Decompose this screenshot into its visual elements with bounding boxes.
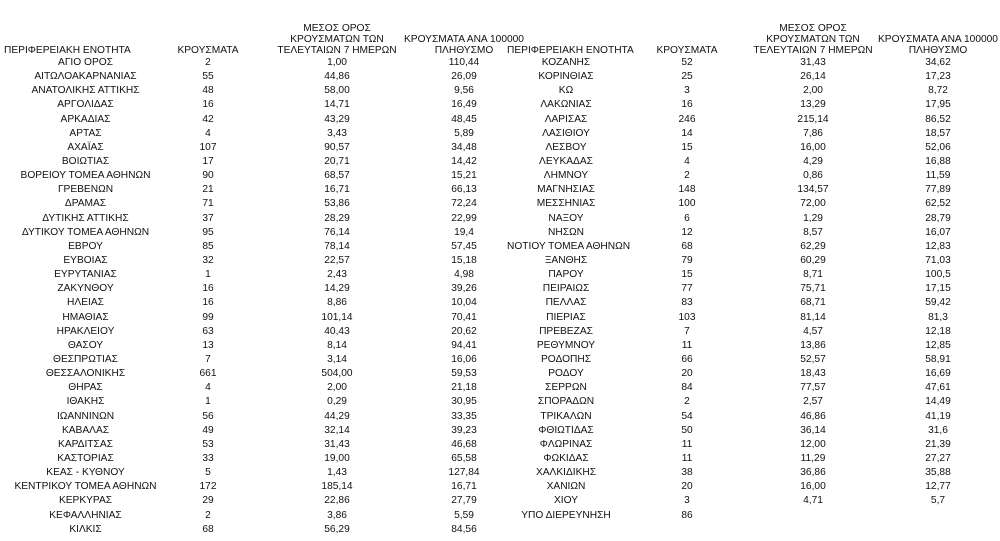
avg-7days-cell: 28,29 [324, 212, 350, 224]
avg-7days-cell: 90,57 [324, 141, 350, 153]
region-cell: ΘΑΣΟΥ [67, 339, 104, 351]
region-cell: ΙΘΑΚΗΣ [66, 396, 105, 408]
cases-cell: 79 [681, 254, 693, 266]
per-100k-cell: 14,49 [925, 396, 951, 408]
region-cell: ΛΕΣΒΟΥ [545, 141, 587, 153]
cases-cell: 3 [684, 85, 690, 97]
cases-cell: 54 [681, 410, 693, 422]
per-100k-cell: 127,84 [448, 467, 480, 479]
region-cell: ΚΟΡΙΝΘΙΑΣ [538, 71, 594, 83]
per-100k-cell: 10,04 [451, 297, 477, 309]
per-100k-cell: 18,57 [925, 127, 951, 139]
avg-7days-cell: 76,14 [324, 226, 350, 238]
avg-7days-cell: 2,00 [803, 85, 823, 97]
per-100k-cell: 34,48 [451, 141, 477, 153]
region-cell: ΣΕΡΡΩΝ [545, 382, 587, 394]
cases-cell: 2 [205, 57, 211, 68]
avg-7days-cell: 215,14 [797, 113, 829, 125]
per-100k-cell: 16,06 [451, 353, 477, 365]
region-cell: ΦΩΚΙΔΑΣ [543, 452, 589, 464]
avg-7days-cell: 26,14 [800, 71, 826, 83]
region-cell: ΛΕΥΚΑΔΑΣ [539, 155, 593, 167]
region-cell: ΧΙΟΥ [553, 495, 579, 507]
avg-7days-cell: 2,57 [803, 396, 823, 408]
cases-cell: 42 [202, 113, 214, 125]
region-cell: ΦΘΙΩΤΙΔΑΣ [538, 424, 594, 436]
avg-7days-cell: 12,00 [800, 438, 826, 450]
avg-7days-cell: 134,57 [797, 184, 829, 196]
per-100k-cell: 59,42 [925, 297, 951, 309]
region-cell: ΕΒΡΟΥ [68, 240, 103, 252]
cases-cell: 7 [684, 325, 690, 337]
cases-cell: 4 [205, 127, 211, 139]
cases-cell: 4 [684, 155, 690, 167]
region-cell: ΛΑΡΙΣΑΣ [544, 113, 588, 125]
region-cell: ΣΠΟΡΑΔΩΝ [537, 396, 595, 408]
region-cell: ΛΗΜΝΟΥ [543, 170, 589, 182]
per-100k-cell: 84,56 [451, 523, 477, 535]
avg-7days-cell: 56,29 [324, 523, 350, 535]
per-100k-cell: 34,62 [925, 57, 951, 68]
avg-7days-cell: 77,57 [800, 382, 826, 394]
region-cell: ΗΜΑΘΙΑΣ [62, 311, 109, 323]
cases-cell: 246 [678, 113, 696, 125]
cases-cell: 1 [205, 269, 211, 281]
per-100k-cell: 5,7 [930, 495, 946, 507]
avg-7days-cell: 16,71 [324, 184, 350, 196]
region-cell: ΗΛΕΙΑΣ [67, 297, 104, 309]
per-100k-cell: 65,58 [451, 452, 477, 464]
avg-7days-cell: 43,29 [324, 113, 350, 125]
avg-7days-cell: 13,29 [800, 99, 826, 111]
region-cell: ΚΩ [558, 85, 574, 97]
header-cases: ΚΡΟΥΣΜΑΤΑ [177, 45, 239, 56]
region-cell: ΠΕΙΡΑΙΩΣ [542, 283, 590, 295]
per-100k-cell: 27,27 [925, 452, 951, 464]
region-cell: ΕΥΡΥΤΑΝΙΑΣ [54, 269, 117, 281]
region-cell: ΚΑΣΤΟΡΙΑΣ [57, 452, 114, 464]
per-100k-cell: 21,18 [451, 382, 477, 394]
cases-cell: 17 [202, 155, 214, 167]
avg-7days-cell: 72,00 [800, 198, 826, 210]
per-100k-cell: 16,49 [451, 99, 477, 111]
region-cell: ΙΩΑΝΝΙΝΩΝ [56, 410, 115, 422]
cases-cell: 100 [678, 198, 696, 210]
per-100k-cell: 17,15 [925, 283, 951, 295]
region-cell: ΡΟΔΟΠΗΣ [540, 353, 592, 365]
avg-7days-cell: 81,14 [800, 311, 826, 323]
per-100k-cell: 31,6 [928, 424, 948, 436]
region-cell: ΑΙΤΩΛΟΑΚΑΡΝΑΝΙΑΣ [34, 71, 137, 83]
avg-7days-cell: 53,86 [324, 198, 350, 210]
cases-cell: 11 [681, 339, 693, 351]
cases-cell: 6 [684, 212, 690, 224]
avg-7days-cell: 44,29 [324, 410, 350, 422]
cases-cell: 20 [681, 481, 693, 493]
per-100k-cell: 21,39 [925, 438, 951, 450]
cases-cell: 11 [681, 438, 693, 450]
cases-cell: 21 [202, 184, 214, 196]
cases-cell: 86 [681, 509, 693, 521]
per-100k-cell: 15,21 [451, 170, 477, 182]
avg-7days-cell: 101,14 [321, 311, 353, 323]
cases-cell: 68 [681, 240, 693, 252]
avg-7days-cell: 7,86 [803, 127, 823, 139]
region-cell: ΓΡΕΒΕΝΩΝ [57, 184, 114, 196]
per-100k-cell: 71,03 [925, 254, 951, 266]
avg-7days-cell: 3,86 [327, 509, 347, 521]
avg-7days-cell: 1,00 [327, 57, 347, 68]
avg-7days-cell: 3,43 [327, 127, 347, 139]
cases-cell: 68 [202, 523, 214, 535]
per-100k-cell: 46,68 [451, 438, 477, 450]
per-100k-cell: 9,56 [454, 85, 474, 97]
per-100k-cell: 47,61 [925, 382, 951, 394]
cases-cell: 14 [681, 127, 693, 139]
avg-7days-cell: 1,43 [327, 467, 347, 479]
avg-7days-cell: 2,00 [327, 382, 347, 394]
region-cell: ΛΑΣΙΘΙΟΥ [542, 127, 590, 139]
avg-7days-cell: 44,86 [324, 71, 350, 83]
region-cell: ΖΑΚΥΝΘΟΥ [57, 283, 114, 295]
avg-7days-cell: 8,14 [327, 339, 347, 351]
header-avg-7days: ΜΕΣΟΣ ΟΡΟΣ ΚΡΟΥΣΜΑΤΩΝ ΤΩΝ ΤΕΛΕΥΤΑΙΩΝ 7 ΗΜΕΡΩΝ [277, 23, 397, 56]
region-cell: ΝΟΤΙΟΥ ΤΟΜΕΑ ΑΘΗΝΩΝ [507, 240, 631, 252]
region-cell: ΞΑΝΘΗΣ [544, 254, 588, 266]
region-cell: ΜΑΓΝΗΣΙΑΣ [537, 184, 595, 196]
per-100k-cell: 72,24 [451, 198, 477, 210]
cases-cell: 50 [681, 424, 693, 436]
per-100k-cell: 16,69 [925, 368, 951, 380]
avg-7days-cell: 58,00 [324, 85, 350, 97]
per-100k-cell: 12,83 [925, 240, 951, 252]
region-cell: ΚΑΡΔΙΤΣΑΣ [58, 438, 113, 450]
per-100k-cell: 62,52 [925, 198, 951, 210]
avg-7days-cell: 0,29 [327, 396, 347, 408]
region-cell: ΚΕΡΚΥΡΑΣ [58, 495, 113, 507]
per-100k-cell: 14,42 [451, 155, 477, 167]
cases-cell: 2 [205, 509, 211, 521]
avg-7days-cell: 2,43 [327, 269, 347, 281]
region-cell: ΘΕΣΠΡΩΤΙΑΣ [53, 353, 118, 365]
per-100k-cell: 8,72 [928, 85, 948, 97]
region-cell: ΑΡΚΑΔΙΑΣ [60, 113, 111, 125]
avg-7days-cell: 62,29 [800, 240, 826, 252]
region-cell: ΑΧΑΪΑΣ [67, 141, 104, 153]
avg-7days-cell: 8,86 [327, 297, 347, 309]
cases-cell: 2 [684, 170, 690, 182]
cases-cell: 15 [681, 269, 693, 281]
region-cell: ΠΑΡΟΥ [548, 269, 584, 281]
header-region: ΠΕΡΙΦΕΡΕΙΑΚΗ ΕΝΟΤΗΤΑ [507, 45, 634, 56]
avg-7days-cell: 4,29 [803, 155, 823, 167]
per-100k-cell: 33,35 [451, 410, 477, 422]
per-100k-cell: 20,62 [451, 325, 477, 337]
avg-7days-cell: 185,14 [321, 481, 353, 493]
cases-cell: 77 [681, 283, 693, 295]
cases-cell: 16 [681, 99, 693, 111]
cases-cell: 661 [199, 368, 217, 380]
cases-cell: 5 [205, 467, 211, 479]
per-100k-cell: 86,52 [925, 113, 951, 125]
per-100k-cell: 5,89 [454, 127, 474, 139]
per-100k-cell: 16,71 [451, 481, 477, 493]
region-cell: ΚΕΝΤΡΙΚΟΥ ΤΟΜΕΑ ΑΘΗΝΩΝ [14, 481, 157, 493]
avg-7days-cell: 32,14 [324, 424, 350, 436]
region-cell: ΜΕΣΣΗΝΙΑΣ [536, 198, 596, 210]
cases-cell: 48 [202, 85, 214, 97]
cases-cell: 52 [681, 57, 693, 68]
avg-7days-cell: 78,14 [324, 240, 350, 252]
header-cases: ΚΡΟΥΣΜΑΤΑ [656, 45, 718, 56]
cases-cell: 99 [202, 311, 214, 323]
cases-cell: 83 [681, 297, 693, 309]
cases-cell: 90 [202, 170, 214, 182]
avg-7days-cell: 13,86 [800, 339, 826, 351]
per-100k-cell: 12,85 [925, 339, 951, 351]
cases-cell: 1 [205, 396, 211, 408]
cases-cell: 32 [202, 254, 214, 266]
region-cell: ΥΠΟ ΔΙΕΡΕΥΝΗΣΗ [521, 509, 611, 521]
avg-7days-cell: 18,43 [800, 368, 826, 380]
cases-cell: 37 [202, 212, 214, 224]
header-per-100k: ΚΡΟΥΣΜΑΤΑ ΑΝΑ 100000 ΠΛΗΘΥΣΜΟ [878, 34, 998, 56]
avg-7days-cell: 0,86 [803, 170, 823, 182]
cases-cell: 49 [202, 424, 214, 436]
cases-cell: 38 [681, 467, 693, 479]
region-cell: ΕΥΒΟΙΑΣ [63, 254, 108, 266]
per-100k-cell: 70,41 [451, 311, 477, 323]
avg-7days-cell: 504,00 [321, 368, 353, 380]
per-100k-cell: 17,23 [925, 71, 951, 83]
per-100k-cell: 77,89 [925, 184, 951, 196]
header-per-100k: ΚΡΟΥΣΜΑΤΑ ΑΝΑ 100000 ΠΛΗΘΥΣΜΟ [404, 34, 524, 56]
cases-cell: 25 [681, 71, 693, 83]
avg-7days-cell: 16,00 [800, 141, 826, 153]
header-region: ΠΕΡΙΦΕΡΕΙΑΚΗ ΕΝΟΤΗΤΑ [4, 45, 131, 56]
avg-7days-cell: 31,43 [800, 57, 826, 68]
cases-cell: 71 [202, 198, 214, 210]
cases-cell: 7 [205, 353, 211, 365]
per-100k-cell: 26,09 [451, 71, 477, 83]
cases-cell: 95 [202, 226, 214, 238]
per-100k-cell: 27,79 [451, 495, 477, 507]
cases-cell: 148 [678, 184, 696, 196]
per-100k-cell: 41,19 [925, 410, 951, 422]
avg-7days-cell: 46,86 [800, 410, 826, 422]
avg-7days-cell: 75,71 [800, 283, 826, 295]
per-100k-cell: 12,18 [925, 325, 951, 337]
cases-cell: 12 [681, 226, 693, 238]
per-100k-cell: 5,59 [454, 509, 474, 521]
region-cell: ΒΟΙΩΤΙΑΣ [61, 155, 110, 167]
avg-7days-cell: 31,43 [324, 438, 350, 450]
per-100k-cell: 66,13 [451, 184, 477, 196]
avg-7days-cell: 20,71 [324, 155, 350, 167]
per-100k-cell: 59,53 [451, 368, 477, 380]
cases-cell: 29 [202, 495, 214, 507]
avg-7days-cell: 40,43 [324, 325, 350, 337]
avg-7days-cell: 22,57 [324, 254, 350, 266]
region-cell: ΑΓΙΟ ΟΡΟΣ [58, 57, 113, 68]
per-100k-cell: 15,18 [451, 254, 477, 266]
region-cell: ΔΥΤΙΚΗΣ ΑΤΤΙΚΗΣ [42, 212, 129, 224]
cases-cell: 16 [202, 283, 214, 295]
per-100k-cell: 94,41 [451, 339, 477, 351]
region-cell: ΔΡΑΜΑΣ [64, 198, 107, 210]
per-100k-cell: 57,45 [451, 240, 477, 252]
avg-7days-cell: 8,71 [803, 269, 823, 281]
region-cell: ΧΑΛΚΙΔΙΚΗΣ [535, 467, 597, 479]
per-100k-cell: 35,88 [925, 467, 951, 479]
cases-cell: 66 [681, 353, 693, 365]
avg-7days-cell: 3,14 [327, 353, 347, 365]
cases-cell: 33 [202, 452, 214, 464]
cases-cell: 53 [202, 438, 214, 450]
avg-7days-cell: 11,29 [800, 452, 826, 464]
per-100k-cell: 12,77 [925, 481, 951, 493]
region-cell: ΠΙΕΡΙΑΣ [546, 311, 586, 323]
per-100k-cell: 39,26 [451, 283, 477, 295]
region-cell: ΚΕΑΣ - ΚΥΘΝΟΥ [46, 467, 125, 479]
avg-7days-cell: 60,29 [800, 254, 826, 266]
avg-7days-cell: 36,14 [800, 424, 826, 436]
region-cell: ΧΑΝΙΩΝ [546, 481, 586, 493]
region-cell: ΑΡΓΟΛΙΔΑΣ [57, 99, 114, 111]
per-100k-cell: 4,98 [454, 269, 474, 281]
cases-cell: 103 [678, 311, 696, 323]
cases-cell: 63 [202, 325, 214, 337]
avg-7days-cell: 4,57 [803, 325, 823, 337]
cases-cell: 16 [202, 99, 214, 111]
per-100k-cell: 30,95 [451, 396, 477, 408]
region-cell: ΠΕΛΛΑΣ [545, 297, 587, 309]
region-cell: ΡΟΔΟΥ [548, 368, 584, 380]
cases-cell: 172 [199, 481, 217, 493]
region-cell: ΦΛΩΡΙΝΑΣ [539, 438, 593, 450]
per-100k-cell: 48,45 [451, 113, 477, 125]
header-avg-7days: ΜΕΣΟΣ ΟΡΟΣ ΚΡΟΥΣΜΑΤΩΝ ΤΩΝ ΤΕΛΕΥΤΑΙΩΝ 7 ΗΜΕΡΩΝ [753, 23, 873, 56]
per-100k-cell: 81,3 [928, 311, 948, 323]
per-100k-cell: 17,95 [925, 99, 951, 111]
per-100k-cell: 16,07 [925, 226, 951, 238]
avg-7days-cell: 68,57 [324, 170, 350, 182]
per-100k-cell: 11,59 [925, 170, 951, 182]
region-cell: ΑΝΑΤΟΛΙΚΗΣ ΑΤΤΙΚΗΣ [31, 85, 140, 97]
region-cell: ΘΗΡΑΣ [68, 382, 103, 394]
avg-7days-cell: 22,86 [324, 495, 350, 507]
cases-cell: 85 [202, 240, 214, 252]
cases-cell: 3 [684, 495, 690, 507]
per-100k-cell: 16,88 [925, 155, 951, 167]
cases-cell: 20 [681, 368, 693, 380]
region-cell: ΒΟΡΕΙΟΥ ΤΟΜΕΑ ΑΘΗΝΩΝ [20, 170, 151, 182]
region-cell: ΛΑΚΩΝΙΑΣ [540, 99, 592, 111]
region-cell: ΗΡΑΚΛΕΙΟΥ [56, 325, 115, 337]
region-cell: ΡΕΘΥΜΝΟΥ [536, 339, 596, 351]
cases-cell: 4 [205, 382, 211, 394]
per-100k-cell: 58,91 [925, 353, 951, 365]
avg-7days-cell: 52,57 [800, 353, 826, 365]
per-100k-cell: 28,79 [925, 212, 951, 224]
cases-cell: 15 [681, 141, 693, 153]
cases-cell: 13 [202, 339, 214, 351]
region-cell: ΚΟΖΑΝΗΣ [541, 57, 591, 68]
per-100k-cell: 110,44 [448, 57, 480, 68]
region-cell: ΘΕΣΣΑΛΟΝΙΚΗΣ [45, 368, 126, 380]
cases-cell: 84 [681, 382, 693, 394]
per-100k-cell: 39,23 [451, 424, 477, 436]
cases-cell: 16 [202, 297, 214, 309]
region-cell: ΑΡΤΑΣ [69, 127, 102, 139]
cases-cell: 11 [681, 452, 693, 464]
avg-7days-cell: 14,29 [324, 283, 350, 295]
per-100k-cell: 52,06 [925, 141, 951, 153]
per-100k-cell: 100,5 [925, 269, 951, 281]
region-cell: ΔΥΤΙΚΟΥ ΤΟΜΕΑ ΑΘΗΝΩΝ [21, 226, 150, 238]
avg-7days-cell: 68,71 [800, 297, 826, 309]
avg-7days-cell: 4,71 [803, 495, 823, 507]
region-cell: ΚΙΛΚΙΣ [69, 523, 102, 535]
avg-7days-cell: 1,29 [803, 212, 823, 224]
cases-cell: 55 [202, 71, 214, 83]
region-cell: ΠΡΕΒΕΖΑΣ [539, 325, 593, 337]
region-cell: ΝΑΞΟΥ [548, 212, 584, 224]
avg-7days-cell: 19,00 [324, 452, 350, 464]
per-100k-cell: 22,99 [451, 212, 477, 224]
avg-7days-cell: 36,86 [800, 467, 826, 479]
cases-cell: 107 [199, 141, 217, 153]
region-cell: ΚΑΒΑΛΑΣ [61, 424, 110, 436]
region-cell: ΚΕΦΑΛΛΗΝΙΑΣ [49, 509, 122, 521]
avg-7days-cell: 16,00 [800, 481, 826, 493]
per-100k-cell: 19,4 [454, 226, 474, 238]
region-cell: ΝΗΣΩΝ [548, 226, 584, 238]
cases-cell: 2 [684, 396, 690, 408]
avg-7days-cell: 8,57 [803, 226, 823, 238]
cases-cell: 56 [202, 410, 214, 422]
avg-7days-cell: 14,71 [324, 99, 350, 111]
region-cell: ΤΡΙΚΑΛΩΝ [540, 410, 592, 422]
